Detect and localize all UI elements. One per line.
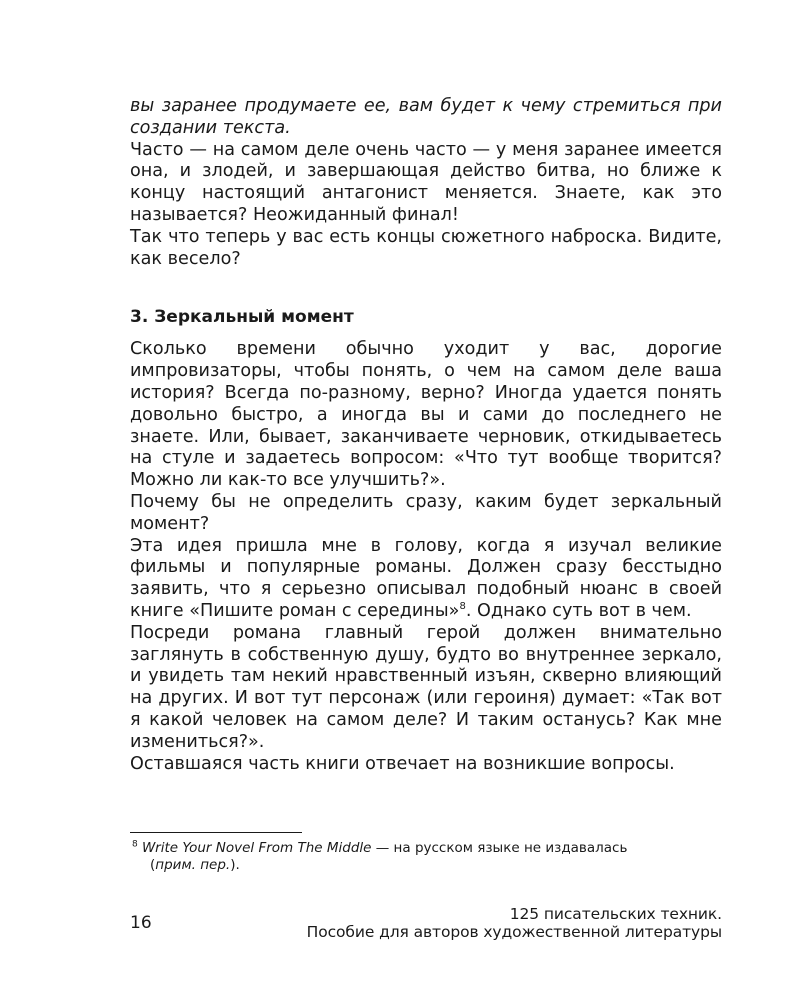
footnote-book-title: Write Your Novel From The Middle [142,840,372,856]
footnote-note-italic: прим. пер. [155,857,231,873]
intro-paragraph-2: Так что теперь у вас есть концы сюжетного наброска. Видите, как весело? [130,226,722,269]
footnote-divider [130,832,302,833]
section-paragraph-5: Оставшаяся часть книги отвечает на возникшие вопросы. [130,753,675,774]
running-head [307,905,722,941]
intro-italic-line: вы заранее продумаете ее, вам будет к чему стремиться при создании текста. [130,96,722,138]
section-paragraph-2: Почему бы не определить сразу, каким будет зеркальный момент? [130,491,722,534]
footnote-number: 8 [132,839,138,850]
section-heading: 3. Зеркальный момент [130,307,354,328]
paragraph-3-text-after: . Однако суть вот в чем. [465,600,692,621]
footnote-text: — на русском языке не издавалась [371,840,628,856]
page-number: 16 [130,913,152,933]
running-head-line-2: Пособие для авторов художественной литературы [306,923,722,941]
footnote-reference[interactable]: 8 [459,601,466,613]
page-body [130,96,722,775]
section-paragraph-1: Сколько времени обычно уходит у вас, дорогие импровизаторы, чтобы понять, о чем на самом деле ваша история? Всегда по-разному, верно? Иногда удается понять довольно быстро, а иногда вы и сами до последнего не знаете. Или, бывает, заканчиваете черновик, откидываетесь на стуле и задаетесь вопросом: «Что тут вообще творится? Можно ли как-то все улучшить?». [130,339,722,491]
paragraph-3-text-before: Эта идея пришла мне в голову, когда я изучал великие фильмы и популярные романы. Должен сразу бесстыдно заявить, что я серьезно описывал подобный нюанс в своей книге «Пишите роман с середины» [130,535,722,621]
footnote [132,840,722,874]
section-paragraph-4: Посреди романа главный герой должен внимательно заглянуть в собственную душу, будто во внутреннее зеркало, и увидеть там некий нравственный изъян, скверно влияющий на других. И вот тут персонаж (или героиня) думает: «Так вот я какой человек на самом деле? И таким останусь? Как мне измениться?». [130,622,722,752]
footnote-translator-note: (прим. пер.). [150,857,240,873]
section-text [130,339,722,775]
intro-paragraph-1: Часто — на самом деле очень часто — у меня заранее имеется она, и злодей, и завершающая действо битва, но ближе к концу настоящий антагонист меняется. Знаете, как это называется? Неожиданный финал! [130,139,722,225]
section-paragraph-3 [130,536,722,623]
running-head-line-1: 125 писательских техник. [509,905,722,923]
